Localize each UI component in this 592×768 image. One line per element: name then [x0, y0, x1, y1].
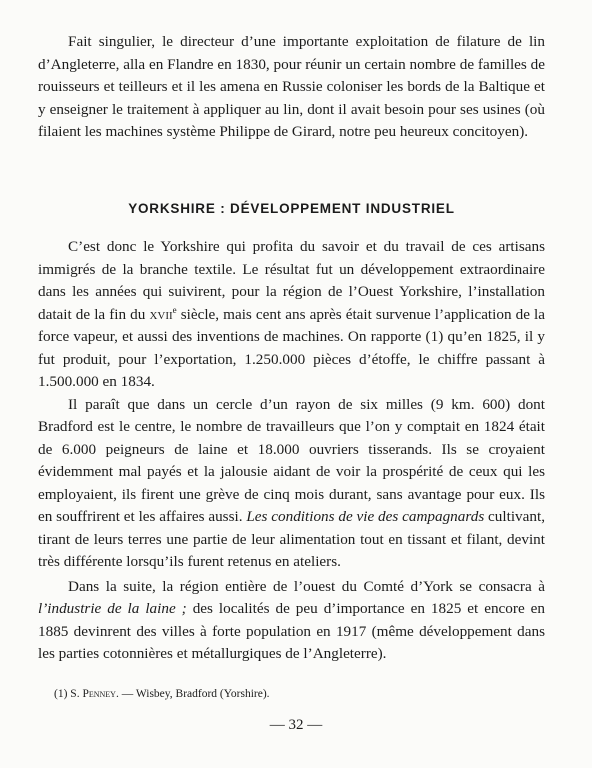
- paragraph-wool-industry: [38, 576, 545, 666]
- footnote-text: — Wisbey, Bradford (Yorshire).: [118, 688, 270, 700]
- footnote-mark: (1): [54, 688, 68, 700]
- paragraph-flax-flanders: Fait singulier, le directeur d’une importante exploitation de filature de lin d’Angleterre, alla en Flandre en 1830, pour réunir un certain nombre de familles de rouisseurs et teilleurs et il les amena en Russie coloniser les bords de la Baltique et y enseigner le traitement à appliquer au lin, dont il avait besoin pour ses usines (où filaient les machines système Philippe de Girard, notre peu heureux concitoyen).: [38, 33, 545, 140]
- text-span: Dans la suite, la région entière de l’ouest du Comté d’York se consacra à: [68, 577, 545, 595]
- italic-phrase: Les conditions de vie des campagnards: [246, 508, 485, 525]
- paragraph-bradford: [38, 394, 545, 574]
- section-heading: YORKSHIRE : DÉVELOPPEMENT INDUSTRIEL: [128, 201, 455, 216]
- text-span: siècle, mais cent ans après était survenue l’application de la force vapeur, et aussi des inventions de machines. On rapporte (1) qu’en 1825, il y fut produit, pour l’exportation, 1.250.000 pièces d’étoffe, le chiffre passant à 1.500.000 en 1834.: [38, 305, 545, 390]
- page-number: — 32 —: [269, 717, 323, 733]
- text-span: C’est donc le Yorkshire qui profita du savoir et du travail de ces artisans immigrés de la branche textile. Le résultat fut un développement extraordinaire dans les années qui suivirent, pour la région de l’Ouest Yorkshire, l’installation datait de la fin du: [38, 238, 545, 323]
- text-span: cultivant, tirant de leurs terres une partie de leur alimentation tout en tissant et filant, devint très différente lorsqu’ils furent retenus en ateliers.: [38, 508, 545, 570]
- century-superscript: e: [172, 304, 177, 315]
- text-span: des localités de peu d’importance en 1825 et encore en 1885 devinrent des villes à forte population en 1917 (même développement dans les parties cotonnières et métallurgiques de l’Angleterre).: [38, 600, 545, 662]
- footnote-author: S. Penney.: [70, 688, 119, 700]
- body-text: [38, 236, 545, 666]
- text-span: Il paraît que dans un cercle d’un rayon de six milles (9 km. 600) dont Bradford est le centre, le nombre de travailleurs que l’on y comptait en 1824 était de 6.000 peigneurs de laine et 18.000 ouvriers tisserands. Ils se croyaient évidemment mal payés et la jalousie aidant de voir la prospérité de ceux qui les employaient, ils firent une grève de cinq mois durant, sans avantage pour eux. Ils en souffrirent et les affaires aussi.: [38, 395, 545, 525]
- footnote: [54, 687, 270, 701]
- paragraph-yorkshire-development: [38, 236, 545, 394]
- century-numeral: xvii: [149, 305, 173, 323]
- paragraph-1: [38, 31, 545, 144]
- italic-phrase: l’industrie de la laine ;: [38, 600, 187, 617]
